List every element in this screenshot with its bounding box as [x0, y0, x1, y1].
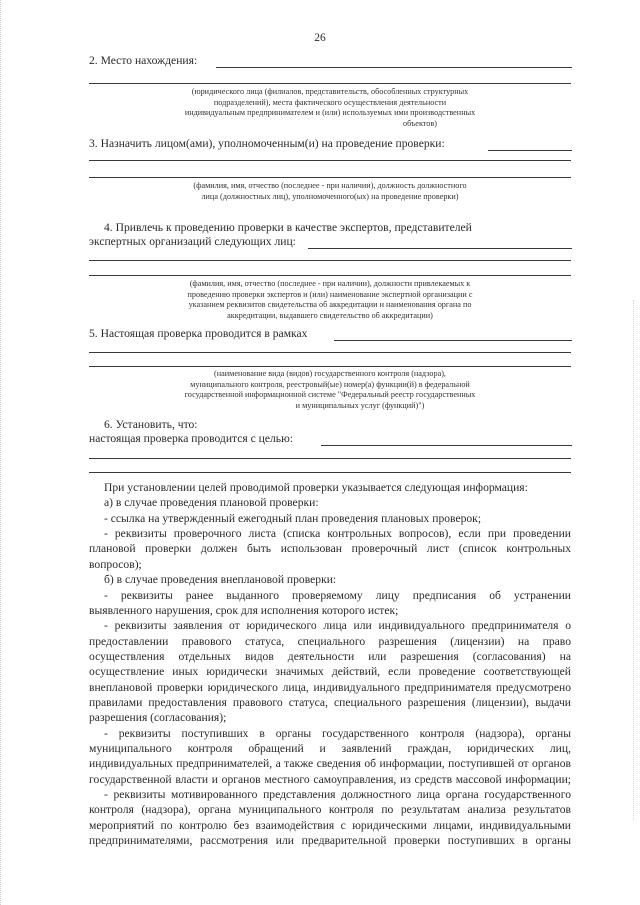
section-4-line-1: 4. Привлечь к проведению проверки в качестве экспертов, представителей [104, 221, 472, 234]
fill-line [89, 83, 571, 84]
body-line: муниципального контроля обращений и заявлений граждан, юридических лиц, [89, 742, 571, 755]
fill-line [89, 260, 571, 261]
body-line: плановой проверки должен быть использован проверочный лист (список контрольных [89, 542, 571, 556]
body-line: осуществление иных юридически значимых действий, если проведение соответствующей [89, 665, 571, 679]
body-line: правилами предоставления правового статуса, специального разрешения (лицензии), выдачи [89, 695, 571, 709]
body-line: разрешения (согласования); [89, 711, 227, 725]
section-2-caption: (юридического лица (филиалов, представительств, обособленных структурных подразделений), места фактического осуществления деятельности индивидуальным предпринимателем и (или) используемых ими производственных объектов) [184, 87, 476, 128]
page-number: 26 [314, 32, 326, 44]
section-5-label: 5. Настоящая проверка проводится в рамках [89, 327, 308, 340]
body-line: предоставлении правового статуса, специального разрешения (лицензии) на право [89, 634, 571, 648]
body-line: - реквизиты поступивших в органы государственного контроля (надзора), органы [104, 726, 571, 740]
body-line: б) в случае проведения внеплановой проверки: [104, 573, 337, 587]
body-line: При установлении целей проводимой проверки указывается следующая информация: [104, 481, 528, 494]
fill-line [308, 248, 572, 249]
body-line: индивидуальных предпринимателей, а также сведения об информации, поступившей от органов [89, 757, 571, 771]
fill-line [89, 366, 571, 367]
body-line: а) в случае проведения плановой проверки: [104, 496, 319, 510]
fill-line [488, 150, 572, 151]
body-line: мероприятий по контролю без взаимодействия с юридическими лицами, индивидуальными [89, 818, 571, 832]
body-line: предпринимателями, рассмотрения или предварительной проверки поступивших в органы [89, 834, 571, 847]
scan-edge-right [633, 300, 634, 820]
fill-line [89, 352, 571, 353]
body-line: внеплановой проверки юридического лица, индивидуального предпринимателя предусмотрено [89, 680, 571, 694]
body-line: - ссылка на утвержденный ежегодный план проведения плановых проверок; [104, 511, 482, 525]
scan-edge-left [0, 0, 4, 905]
section-4-caption: (фамилия, имя, отчество (последнее - при наличии), должности привлекаемых к проведению проверки экспертов и (или) наименование экспертной организации с указанием реквизитов свидетельства об аккредитации и наименования органа по аккредитации, выдавшего свидетельство об аккредитации) [187, 279, 473, 320]
section-4-line-2: экспертных организаций следующих лиц: [89, 235, 296, 248]
fill-line [89, 160, 571, 161]
fill-line [321, 445, 572, 446]
fill-line [334, 340, 572, 341]
fill-line [216, 67, 572, 68]
section-2-label: 2. Место нахождения: [89, 54, 198, 67]
body-line: выявленного нарушения, срок для исполнения которого истек; [89, 603, 399, 617]
section-5-caption: (наименование вида (видов) государственного контроля (надзора), муниципального контроля, реестровый(ые) номер(а) функции(й) в федеральной государственной информационной системе "Федеральный реестр государственных и муниципальных услуг (функций)") [184, 369, 476, 410]
fill-line [89, 275, 571, 276]
section-6-line-1: 6. Установить, что: [104, 418, 198, 431]
body-line: вопросов); [89, 557, 142, 571]
body-line: государственной власти и органов местного самоуправления, из средств массовой информации; [89, 772, 571, 786]
body-line: - реквизиты мотивированного представления должностного лица органа государственного [104, 788, 571, 801]
fill-line [89, 472, 571, 473]
body-line: осуществления отдельных видов деятельности или разрешения (согласования) на [89, 649, 571, 663]
body-line: - реквизиты проверочного листа (списка контрольных вопросов), если при проведении [104, 527, 571, 540]
section-6-line-2: настоящая проверка проводится с целью: [89, 432, 293, 445]
section-3-caption: (фамилия, имя, отчество (последнее - при наличии), должность должностного лица (должностных лиц), уполномоченного(ых) на проведение проверки) [193, 181, 467, 201]
section-3-label: 3. Назначить лицом(ами), уполномоченным(и) на проведение проверки: [89, 137, 445, 150]
fill-line [89, 177, 571, 178]
fill-line [89, 458, 571, 459]
body-line: - реквизиты ранее выданного проверяемому лицу предписания об устранении [104, 588, 571, 602]
body-line: контроля (надзора), органа муниципального контроля по результатам анализа результатов [89, 803, 571, 817]
body-line: - реквизиты заявления от юридического лица или индивидуального предпринимателя о [104, 619, 571, 633]
